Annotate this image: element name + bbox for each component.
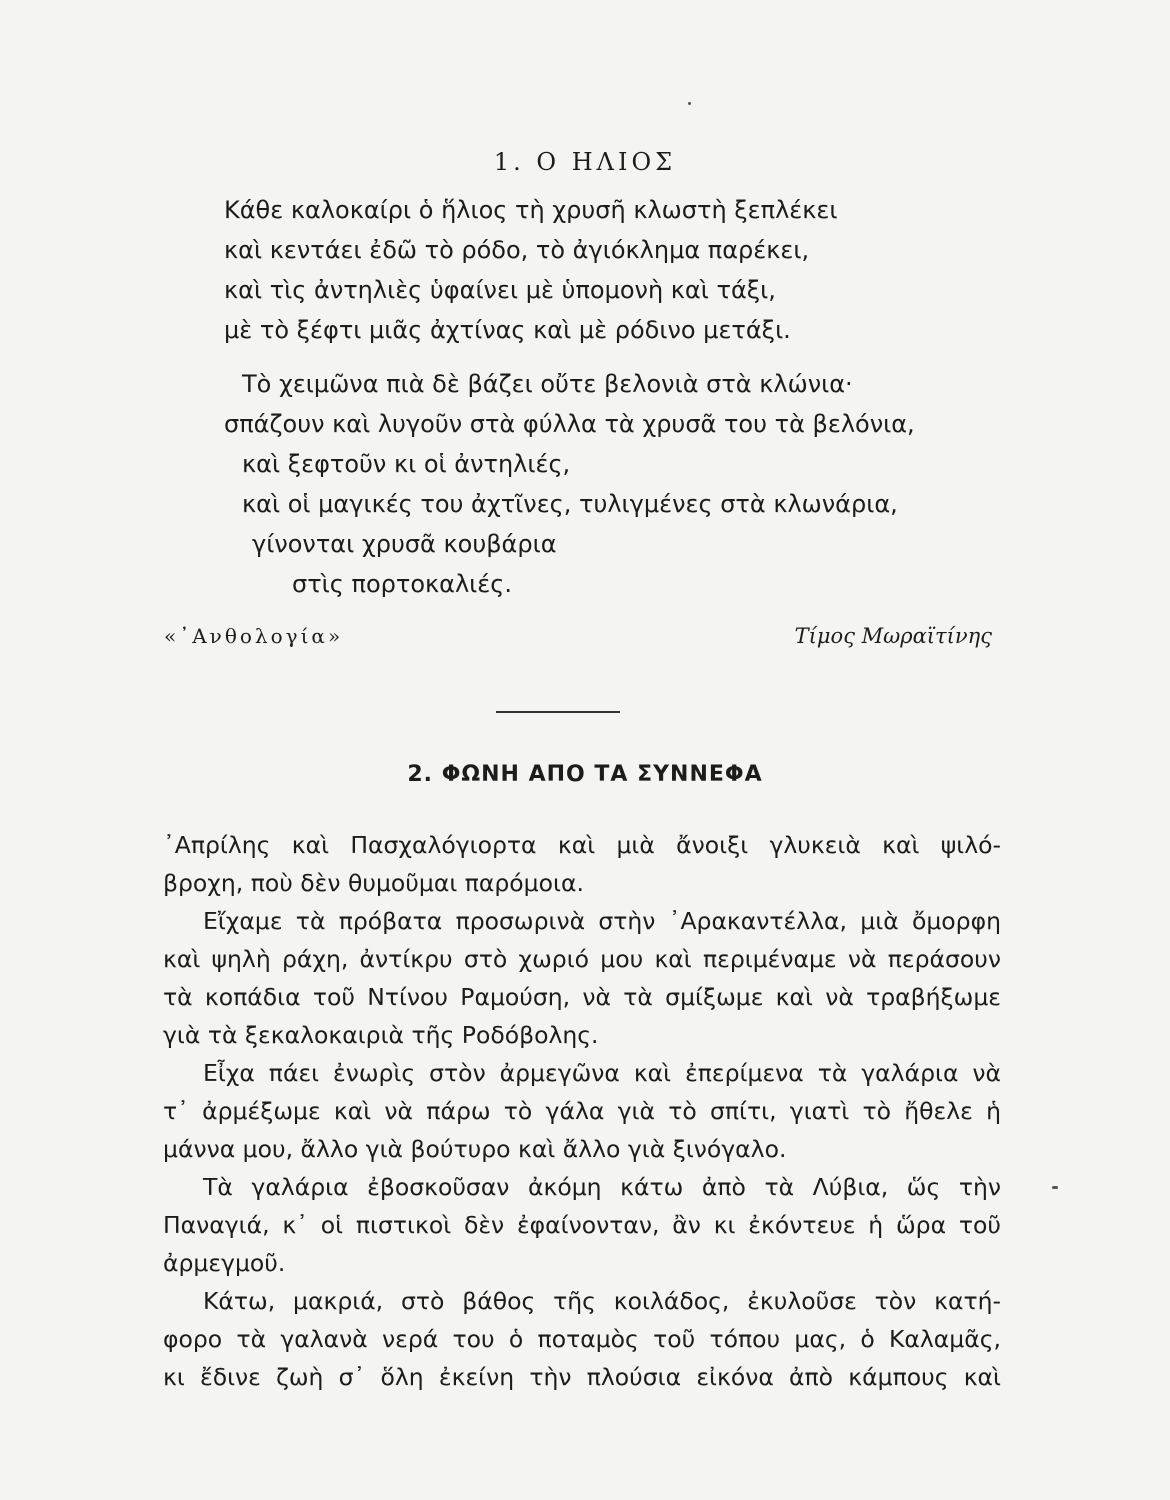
prose-line: μάννα μου, ἄλλο γιὰ βούτυρο καὶ ἄλλο γιὰ ξινόγαλο.	[163, 1135, 787, 1163]
prose-line: Παναγιά, κ᾿ οἱ πιστικοὶ δὲν ἐφαίνονταν, ἂν κι ἐκόντευε ἡ ὥρα τοῦ	[163, 1211, 1001, 1239]
scan-speck	[1052, 1186, 1058, 1189]
poem-line: Κάθε καλοκαίρι ὁ ἥλιος τὴ χρυσῆ κλωστὴ ξεπλέκει	[224, 196, 838, 224]
section-divider	[496, 711, 620, 713]
poem-author: Τίμος Μωραϊτίνης	[794, 624, 992, 648]
prose-line: φορο τὰ γαλανὰ νερά του ὁ ποταμὸς τοῦ τόπου μας, ὁ Καλαμᾶς,	[163, 1325, 1001, 1353]
prose-line: Κάτω, μακριά, στὸ βάθος τῆς κοιλάδος, ἐκυλοῦσε τὸν κατή-	[203, 1287, 1001, 1315]
prose-title: 2. ΦΩΝΗ ΑΠΟ ΤΑ ΣΥΝΝΕΦΑ	[407, 762, 763, 787]
poem-line: γίνονται χρυσᾶ κουβάρια	[252, 530, 557, 558]
prose-line: γιὰ τὰ ξεκαλοκαιριὰ τῆς Ροδόβολης.	[163, 1021, 599, 1049]
prose-line: κι ἔδινε ζωὴ σ᾿ ὅλη ἐκείνη τὴν πλούσια εἰκόνα ἀπὸ κάμπους καὶ	[163, 1363, 1001, 1391]
poem-line: καὶ κεντάει ἐδῶ τὸ ρόδο, τὸ ἀγιόκλημα παρέκει,	[224, 236, 810, 264]
prose-line: καὶ ψηλὴ ράχη, ἀντίκρυ στὸ χωριό μου καὶ περιμέναμε νὰ περάσουν	[163, 945, 1001, 973]
prose-line: ἀρμεγμοῦ.	[163, 1249, 286, 1277]
prose-body	[163, 826, 1001, 1396]
poem-line: στὶς πορτοκαλιές.	[292, 570, 512, 598]
poem-source: «᾿Ανθολογία»	[164, 624, 344, 648]
poem-line: καὶ τὶς ἀντηλιὲς ὑφαίνει μὲ ὑπομονὴ καὶ τάξι,	[224, 276, 776, 304]
stanza-gap	[222, 350, 915, 364]
prose-line: βροχη, ποὺ δὲν θυμοῦμαι παρόμοια.	[163, 869, 584, 897]
poem-line: μὲ τὸ ξέφτι μιᾶς ἀχτίνας καὶ μὲ ρόδινο μετάξι.	[224, 316, 791, 344]
poem-line: καὶ οἱ μαγικές του ἀχτῖνες, τυλιγμένες στὰ κλωνάρια,	[242, 490, 898, 518]
poem-line: Τὸ χειμῶνα πιὰ δὲ βάζει οὔτε βελονιὰ στὰ κλώνια·	[242, 370, 853, 398]
prose-line: Εἴχαμε τὰ πρόβατα προσωρινὰ στὴν ᾿Αρακαντέλλα, μιὰ ὄμορφη	[203, 907, 1001, 935]
prose-line: Τὰ γαλάρια ἐβοσκοῦσαν ἀκόμη κάτω ἀπὸ τὰ Λύβια, ὥς τὴν	[203, 1173, 1001, 1201]
poem-line: καὶ ξεφτοῦν κι οἱ ἀντηλιές,	[242, 450, 571, 478]
poem-body	[222, 190, 915, 604]
prose-line: Εἶχα πάει ἐνωρὶς στὸν ἀρμεγῶνα καὶ ἐπερίμενα τὰ γαλάρια νὰ	[203, 1059, 1001, 1087]
prose-line: τὰ κοπάδια τοῦ Ντίνου Ραμούση, νὰ τὰ σμίξωμε καὶ νὰ τραβήξωμε	[163, 983, 1001, 1011]
prose-line: ᾿Απρίλης καὶ Πασχαλόγιορτα καὶ μιὰ ἄνοιξι γλυκειὰ καὶ ψιλό-	[163, 831, 1001, 859]
prose-line: τ᾿ ἀρμέξωμε καὶ νὰ πάρω τὸ γάλα γιὰ τὸ σπίτι, γιατὶ τὸ ἤθελε ἡ	[163, 1097, 1001, 1125]
poem-title: 1. Ο ΗΛΙΟΣ	[493, 148, 677, 176]
poem-line: σπάζουν καὶ λυγοῦν στὰ φύλλα τὰ χρυσᾶ του τὰ βελόνια,	[224, 410, 915, 438]
scan-speck	[688, 102, 691, 105]
